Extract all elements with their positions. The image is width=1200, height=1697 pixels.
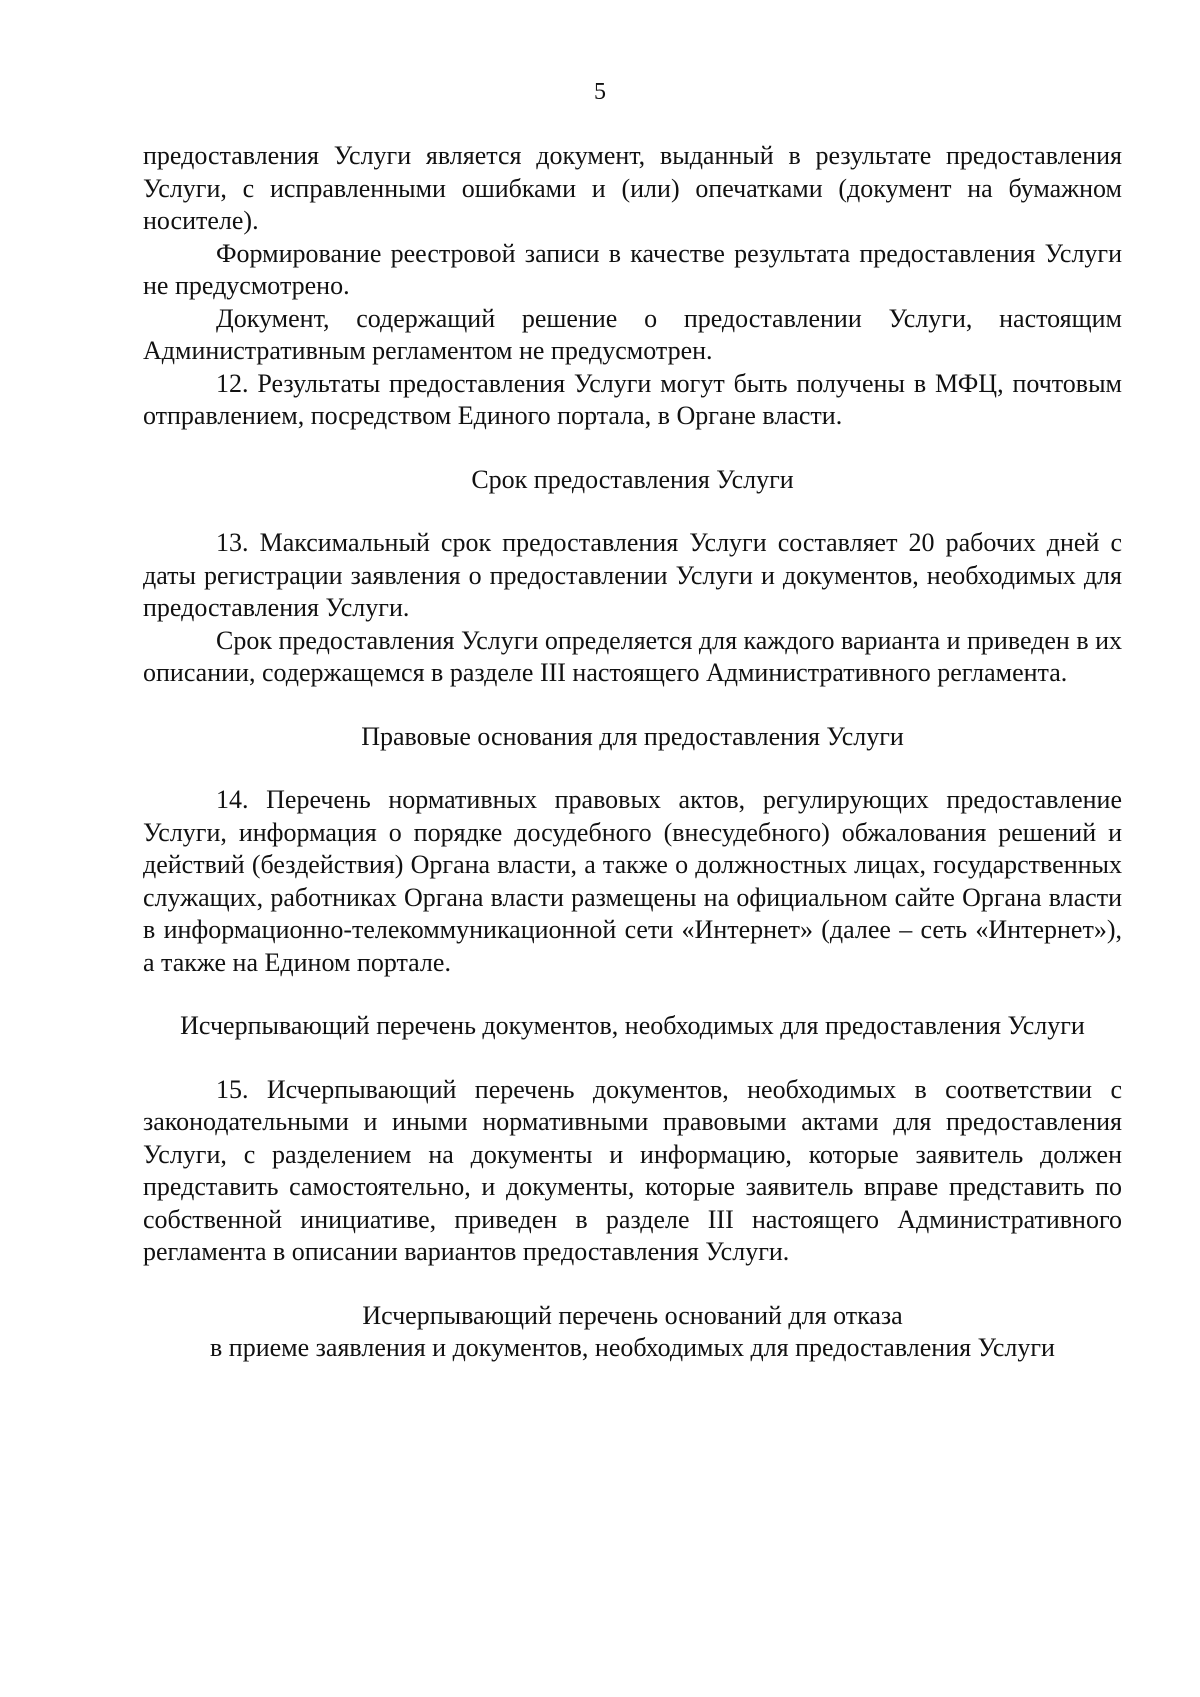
paragraph-continuation: предоставления Услуги является документ, выданный в результате предоставления Услуги, с исправленными ошибками и (или) опечатками (документ на бумажном носителе). — [143, 141, 1122, 235]
paragraph-item-12: 12. Результаты предоставления Услуги могут быть получены в МФЦ, почтовым отправлением, посредством Единого портала, в Органе власти. — [143, 368, 1122, 430]
paragraph-term-variants: Срок предоставления Услуги определяется для каждого варианта и приведен в их описании, содержащемся в разделе III настоящего Административного регламента. — [143, 625, 1123, 687]
paragraph-item-14: 14. Перечень нормативных правовых актов, регулирующих предоставление Услуги, информация о порядке досудебного (внесудебного) обжалования решений и действий (бездействия) Органа власти, а также о должностных лицах, государственных служащих, работниках Органа власти размещены на официальном сайте Органа власти в информационно-телекоммуникационной сети «Интернет» (далее – сеть «Интернет»), а также на Едином портале. — [143, 785, 1122, 977]
heading-refusal-line-2: в приеме заявления и документов, необходимых для предоставления Услуги — [210, 1333, 1055, 1362]
heading-refusal-line-1: Исчерпывающий перечень оснований для отказа — [362, 1300, 903, 1330]
heading-term: Срок предоставления Услуги — [471, 464, 794, 494]
document-body — [143, 140, 1122, 1365]
paragraph-registry-record: Формирование реестровой записи в качестве результата предоставления Услуги не предусмотрено. — [143, 238, 1122, 300]
paragraph-decision-document: Документ, содержащий решение о предоставлении Услуги, настоящим Административным регламентом не предусмотрен. — [143, 303, 1122, 365]
paragraph-item-13: 13. Максимальный срок предоставления Услуги составляет 20 рабочих дней с даты регистрации заявления о предоставлении Услуги и документов, необходимых для предоставления Услуги. — [143, 528, 1122, 622]
heading-refusal-grounds — [143, 1300, 1122, 1365]
heading-legal-basis: Правовые основания для предоставления Услуги — [361, 721, 904, 751]
paragraph-item-15: 15. Исчерпывающий перечень документов, необходимых в соответствии с законодательными и иными нормативными правовыми актами для предоставления Услуги, с разделением на документы и информацию, которые заявитель должен представить самостоятельно, и документы, которые заявитель вправе представить по собственной инициативе, приведен в разделе III настоящего Административного регламента в описании вариантов предоставления Услуги. — [143, 1074, 1122, 1266]
heading-documents-list: Исчерпывающий перечень документов, необходимых для предоставления Услуги — [180, 1011, 1085, 1040]
page-number: 5 — [594, 79, 606, 105]
